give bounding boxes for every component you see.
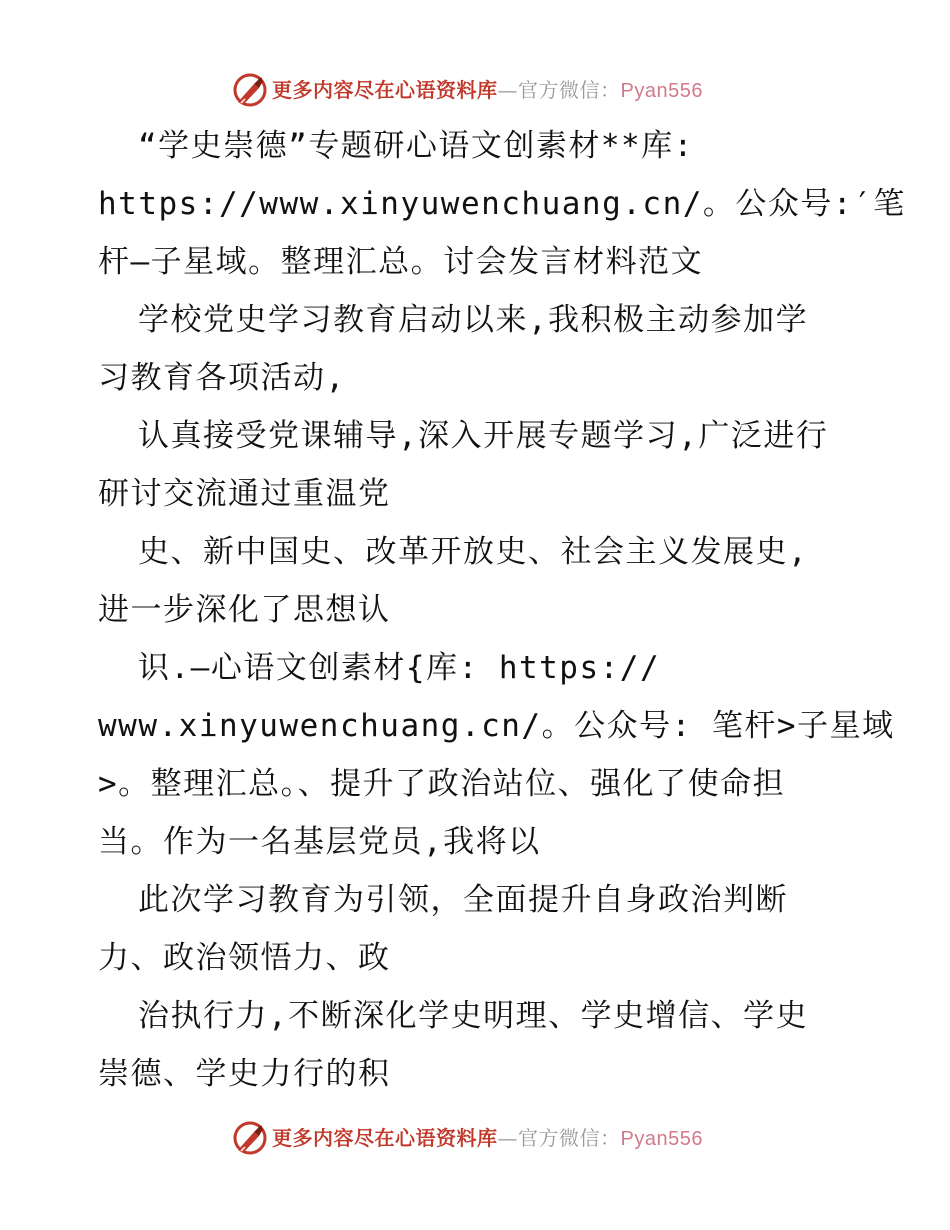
body-line: 力、政治领悟力、政 xyxy=(98,940,391,976)
body-line: 研讨交流通过重温党 xyxy=(98,476,391,512)
body-line: 认真接受党课辅导,深入开展专题学习,广泛进行 xyxy=(138,418,829,454)
header-site-name: 更多内容尽在心语资料库 xyxy=(272,78,498,102)
header-banner-text xyxy=(272,77,703,104)
header-wechat-account: Pyan556 xyxy=(620,80,703,102)
footer-banner xyxy=(0,1120,950,1160)
footer-wechat-label: 官方微信： xyxy=(518,1126,621,1150)
header-banner xyxy=(0,72,950,112)
body-line: 史、新中国史、改革开放史、社会主义发展史, xyxy=(138,534,809,570)
body-line: https://www.xinyuwenchuang.cn/。公众号:′笔 xyxy=(98,186,906,222)
header-dash: — xyxy=(497,78,518,102)
footer-banner-text xyxy=(272,1125,703,1152)
body-line: >。整理汇总。、提升了政治站位、强化了使命担 xyxy=(98,766,786,802)
footer-dash: — xyxy=(497,1126,518,1150)
body-line: 识.—心语文创素材{库: https:// xyxy=(138,650,661,686)
pen-circle-logo-icon xyxy=(232,1120,268,1156)
body-line: “学史崇德”专题研心语文创素材**库: xyxy=(138,128,694,164)
body-line: www.xinyuwenchuang.cn/。公众号: 笔杆>子星域 xyxy=(98,708,895,744)
footer-wechat-account: Pyan556 xyxy=(620,1128,703,1150)
footer-site-name: 更多内容尽在心语资料库 xyxy=(272,1126,498,1150)
body-line: 此次学习教育为引领，全面提升自身政治判断 xyxy=(138,882,788,918)
header-wechat-label: 官方微信： xyxy=(518,78,621,102)
body-line: 当。作为一名基层党员,我将以 xyxy=(98,824,541,860)
body-line: 崇德、学史力行的积 xyxy=(98,1056,391,1092)
body-line: 杆—子星域。整理汇总。讨会发言材料范文 xyxy=(98,244,704,280)
body-line: 学校党史学习教育启动以来,我积极主动参加学 xyxy=(138,302,809,338)
pen-circle-logo-icon xyxy=(232,72,268,108)
body-line: 治执行力,不断深化学史明理、学史增信、学史 xyxy=(138,998,809,1034)
body-line: 习教育各项活动, xyxy=(98,360,346,396)
body-line: 进一步深化了思想认 xyxy=(98,592,391,628)
